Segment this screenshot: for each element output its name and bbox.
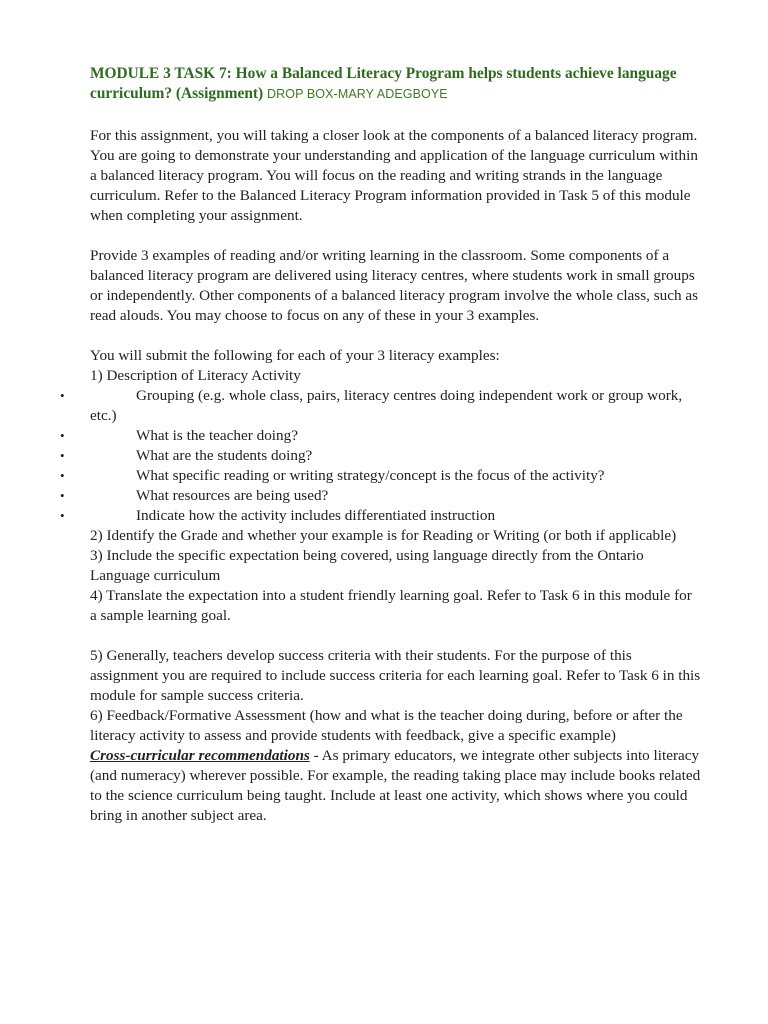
submit-intro: You will submit the following for each of your 3 literacy examples: [90, 347, 500, 364]
bullet-icon: • [60, 388, 65, 403]
activity-bullet-list [60, 386, 702, 526]
intro-paragraph: For this assignment, you will taking a closer look at the components of a balanced literacy program. You are going to demonstrate your understanding and application of the language curriculum within a balanced literacy program. You will focus on the reading and writing strands in the language curriculum. Refer to the Balanced Literacy Program information provided in Task 5 of this module when completing your assignment. [90, 127, 698, 224]
cross-curricular-heading: Cross-curricular recommendations [90, 747, 310, 764]
spacer [90, 326, 702, 346]
assignment-title [90, 64, 702, 104]
bullet-icon: • [60, 448, 65, 463]
bullet-text: What is the teacher doing? [136, 427, 298, 444]
bullet-icon: • [60, 488, 65, 503]
cross-curricular-body: - As primary educators, we integrate other subjects into literacy (and numeracy) wherever possible. For example, the reading taking place may include books related to the science curriculum being taught. Include at least one activity, which shows where you could bring in another subject area. [90, 747, 701, 824]
item-3-expectation: 3) Include the specific expectation being covered, using language directly from the Ontario Language curriculum [90, 547, 644, 584]
item-2-grade: 2) Identify the Grade and whether your example is for Reading or Writing (or both if applicable) [90, 527, 677, 544]
bullet-text: Grouping (e.g. whole class, pairs, literacy centres doing independent work or group work, etc.) [90, 387, 683, 424]
title-main: MODULE 3 TASK 7: How a Balanced Literacy Program helps students achieve language curriculum? (Assignment) [90, 65, 677, 102]
bullet-icon: • [60, 468, 65, 483]
item-1-description: 1) Description of Literacy Activity [90, 367, 301, 384]
bullet-text: What resources are being used? [136, 487, 329, 504]
spacer [90, 626, 702, 646]
list-item [60, 446, 702, 466]
item-6-feedback: 6) Feedback/Formative Assessment (how and what is the teacher doing during, before or after the literacy activity to assess and provide students with feedback, give a specific example) [90, 707, 683, 744]
bullet-text: Indicate how the activity includes differentiated instruction [136, 507, 496, 524]
examples-paragraph: Provide 3 examples of reading and/or writing learning in the classroom. Some components of a balanced literacy program are delivered using literacy centres, where students work in small groups or independently. Other components of a balanced literacy program involve the whole class, such as read alouds. You may choose to focus on any of these in your 3 examples. [90, 247, 699, 324]
bullet-text: What specific reading or writing strategy/concept is the focus of the activity? [136, 467, 605, 484]
list-item [60, 466, 702, 486]
bullet-icon: • [60, 508, 65, 523]
spacer [90, 226, 702, 246]
bullet-text: What are the students doing? [136, 447, 313, 464]
list-item [60, 426, 702, 446]
bullet-icon: • [60, 428, 65, 443]
list-item [60, 506, 702, 526]
cross-curricular-paragraph [90, 746, 702, 826]
item-4-learning-goal: 4) Translate the expectation into a student friendly learning goal. Refer to Task 6 in this module for a sample learning goal. [90, 587, 692, 624]
document-page [60, 64, 702, 826]
list-item [60, 386, 702, 426]
item-5-success-criteria: 5) Generally, teachers develop success criteria with their students. For the purpose of this assignment you are required to include success criteria for each learning goal. Refer to Task 6 in this module for sample success criteria. [90, 647, 701, 704]
drop-box-label: DROP BOX-MARY ADEGBOYE [267, 87, 448, 101]
list-item [60, 486, 702, 506]
